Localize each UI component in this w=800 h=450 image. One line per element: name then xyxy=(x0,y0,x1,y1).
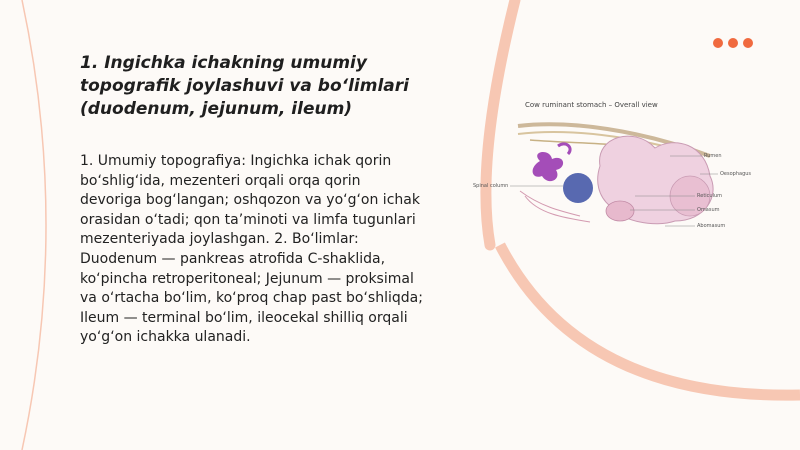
anatomy-figure xyxy=(470,96,770,246)
label-omasum: Omasum xyxy=(697,207,720,213)
dot xyxy=(713,38,723,48)
intestine-loop xyxy=(533,152,564,181)
label-oesophagus: Oesophagus xyxy=(720,171,752,177)
bottom-arc xyxy=(500,245,800,395)
label-reticulum: Reticulum xyxy=(697,193,723,199)
dot xyxy=(743,38,753,48)
slide-body: 1. Umumiy topografiya: Ingichka ichak qorin bo‘shlig‘ida, mezenteri orqali orqa qorin devoriga bog‘langan; oshqozon va yo‘g‘on ichak orasidan o‘tadi; qon ta’minoti va limfa tugunlari mezenteriyada joylashgan. 2. Bo‘limlar: Duodenum — pankreas atrofida C-shaklida, ko‘pincha retroperitoneal; Jejunum — proksimal va o‘rtacha bo‘lim, ko‘proq chap past bo‘shliqda; Ileum — terminal bo‘lim, ileocekal shilliq orqali yo‘g‘on ichakka ulanadi. xyxy=(80,153,423,346)
label-rumen: Rumen xyxy=(704,153,722,159)
slide-title: 1. Ingichka ichakning umumiy topografik joylashuvi va bo‘limlari (duodenum, jejunum, ileum) xyxy=(80,53,409,119)
menu-dots xyxy=(713,38,753,48)
label-abomasum: Abomasum xyxy=(697,223,726,229)
figure-caption: Cow ruminant stomach – Overall view xyxy=(525,101,658,109)
dot xyxy=(728,38,738,48)
left-arc xyxy=(22,0,46,450)
blue-sphere xyxy=(563,173,593,203)
label-spinal-column: Spinal column xyxy=(473,183,509,189)
